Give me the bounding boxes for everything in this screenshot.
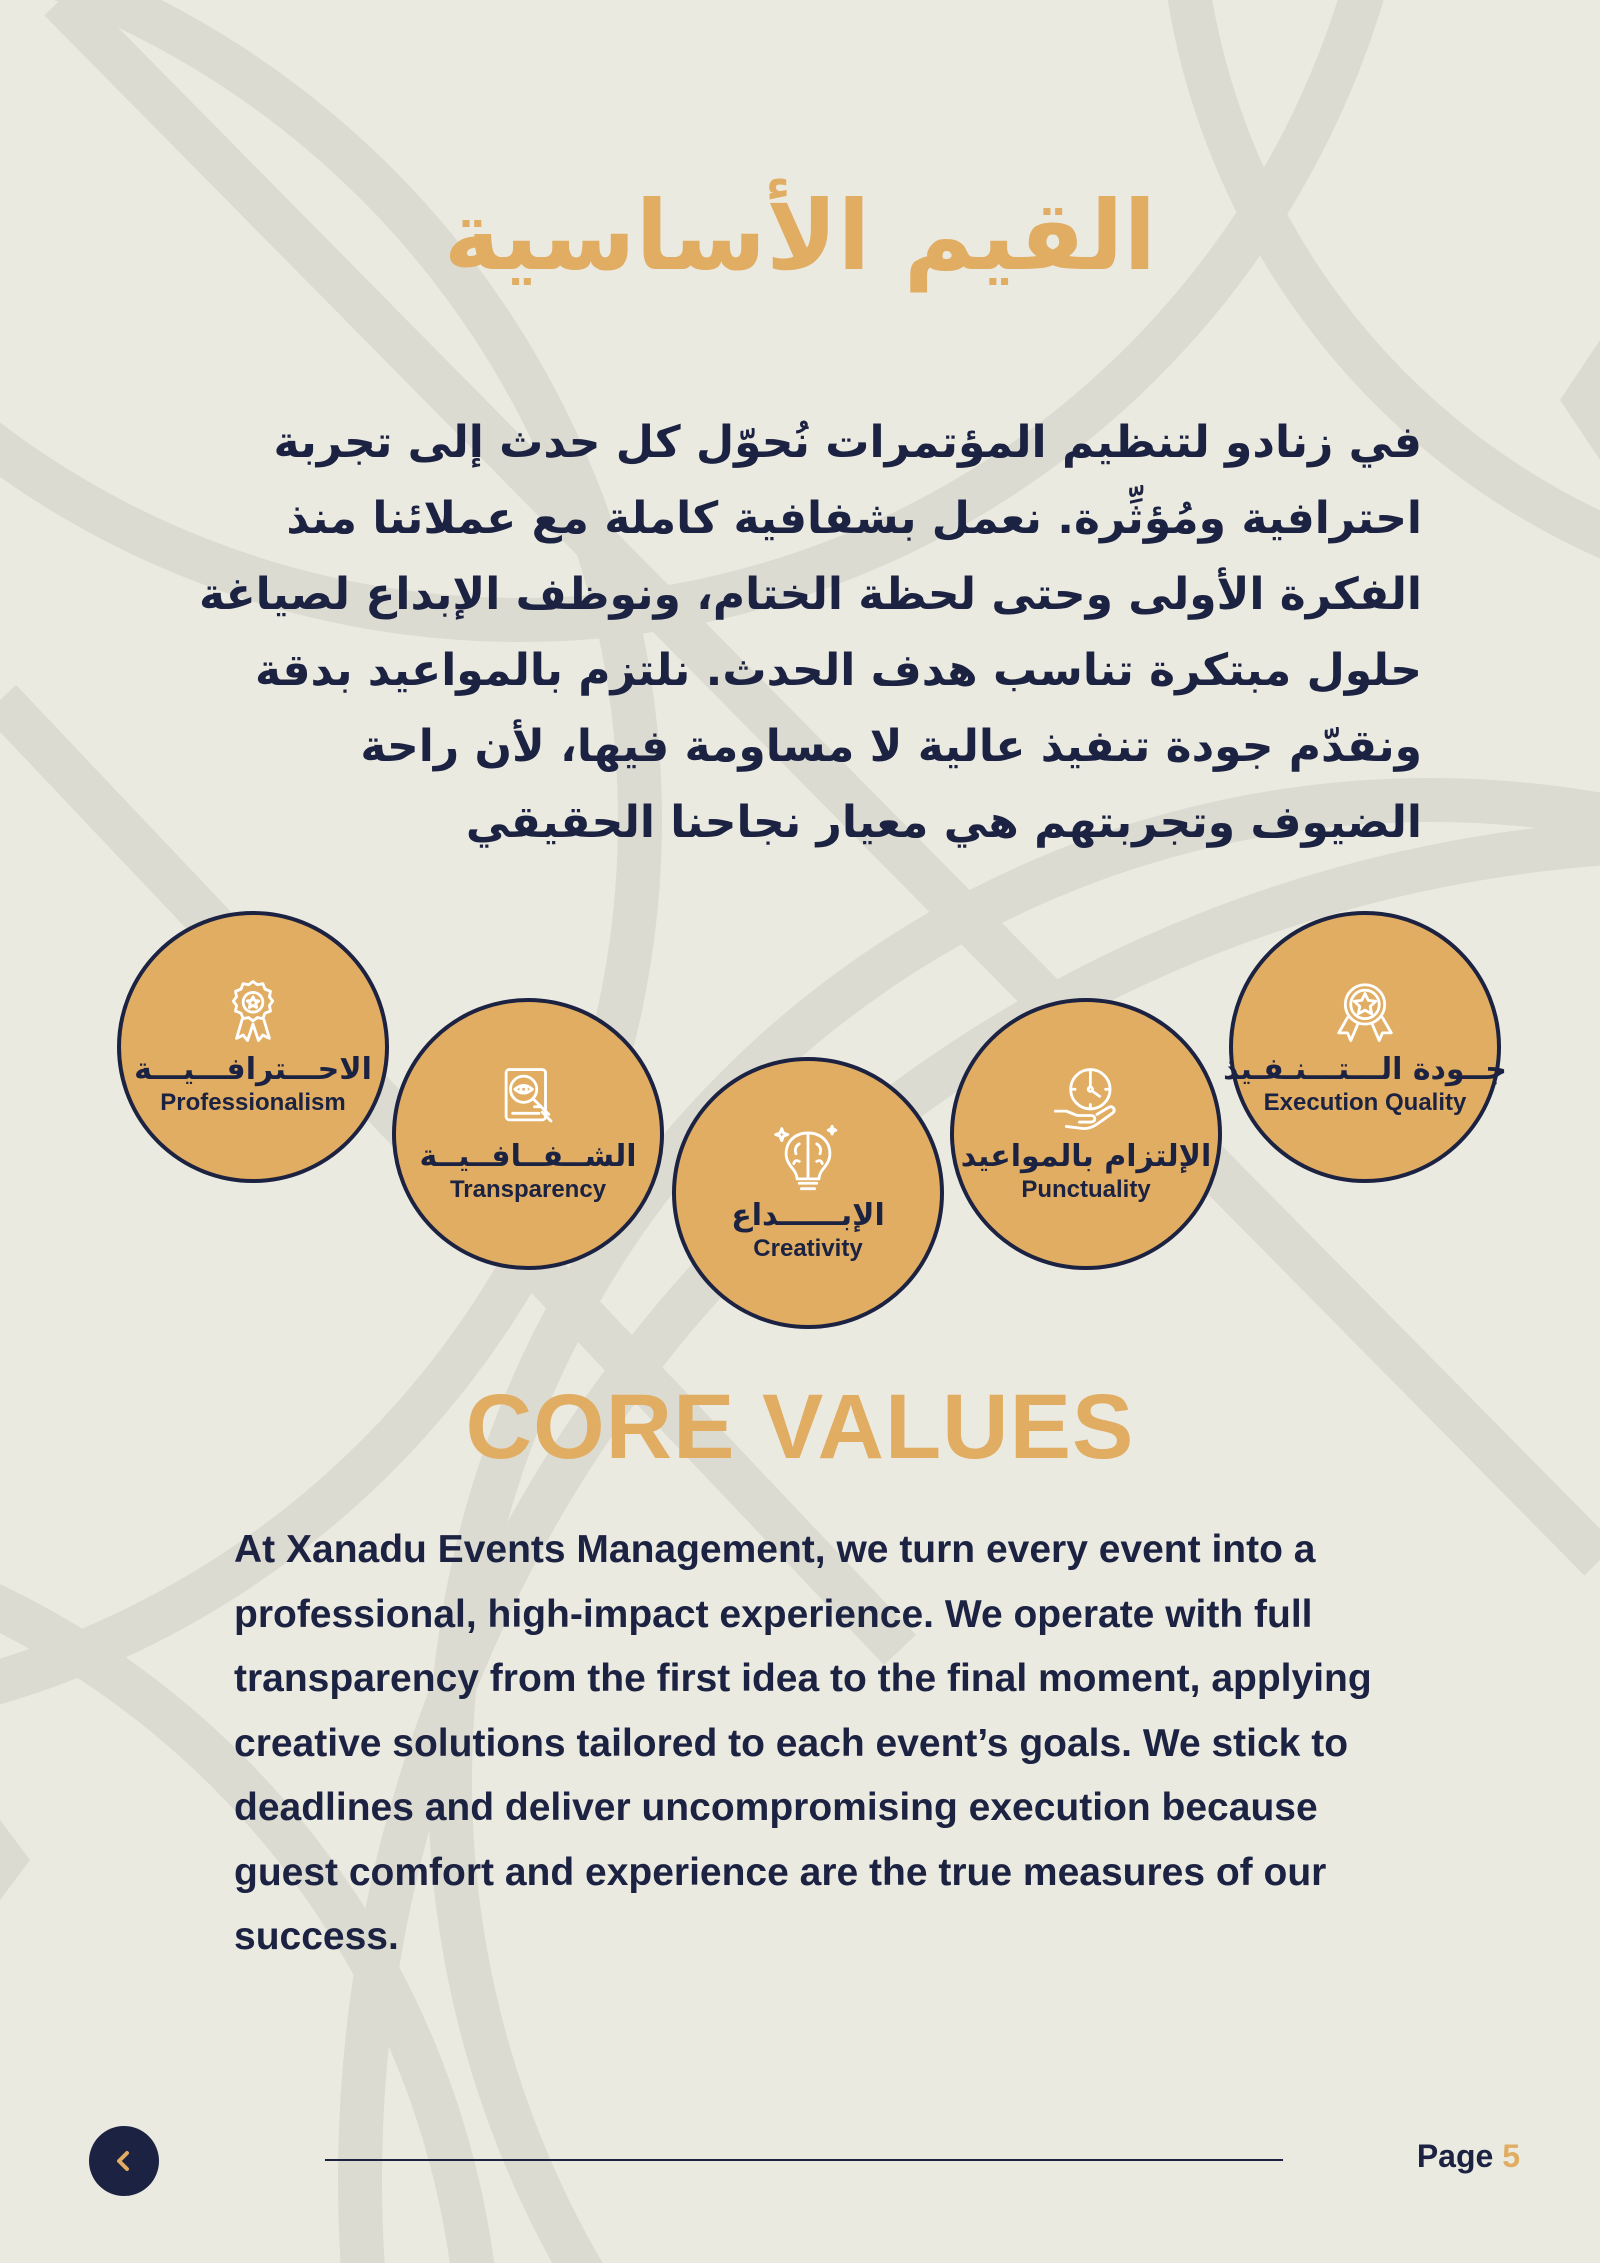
value-label-en: Punctuality bbox=[1021, 1176, 1151, 1203]
page-label: Page bbox=[1416, 2138, 1494, 2174]
value-circle-professionalism bbox=[117, 911, 389, 1183]
value-circle-punctuality bbox=[950, 998, 1222, 1270]
document-magnifier-icon bbox=[493, 1063, 563, 1133]
award-ribbon-icon bbox=[218, 976, 288, 1046]
value-label-ar: الشــفــافــيــة bbox=[419, 1139, 637, 1174]
value-label-en: Professionalism bbox=[160, 1089, 346, 1116]
value-label-en: Creativity bbox=[753, 1235, 863, 1262]
back-button[interactable] bbox=[89, 2126, 159, 2196]
english-description: At Xanadu Events Management, we turn every event into a professional, high-impact experience. We operate with full transparency from the first idea to the final moment, applying creative solutions tailored to each event’s goals. We stick to deadlines and deliver uncompromising execution because guest comfort and experience are the true measures of our success. bbox=[234, 1528, 1372, 1958]
value-label-en: Execution Quality bbox=[1263, 1089, 1467, 1116]
value-label-ar: الإبــــــداع bbox=[731, 1198, 885, 1233]
value-label-ar: الاحـــترافـــيـــة bbox=[134, 1052, 372, 1087]
arabic-title: القيم الأساسية bbox=[443, 180, 1157, 292]
brain-bulb-icon bbox=[773, 1122, 843, 1192]
english-title: CORE VALUES bbox=[465, 1376, 1135, 1478]
value-label-en: Transparency bbox=[449, 1176, 607, 1203]
value-circle-execution-quality bbox=[1223, 911, 1507, 1183]
value-circle-transparency bbox=[392, 998, 664, 1270]
chevron-left-icon bbox=[111, 2148, 137, 2174]
arabic-description: في زنادو لتنظيم المؤتمرات نُحوّل كل حدث إلى تجربة احترافية ومُؤثِّرة. نعمل بشفافية كاملة مع عملائنا منذ الفكرة الأولى وحتى لحظة الختام، ونوظف الإبداع لصياغة حلول مبتكرة تناسب هدف الحدث. نلتزم بالمواعيد بدقة ونقدّم جودة تنفيذ عالية لا مساومة فيها، لأن راحة الضيوف وتجربتهم هي معيار نجاحنا الحقيقي bbox=[198, 417, 1422, 848]
value-label-ar: الإلتزام بالمواعيد bbox=[960, 1139, 1212, 1174]
footer-divider bbox=[325, 2159, 1283, 2161]
page-number: 5 bbox=[1502, 2138, 1520, 2174]
clock-hand-icon bbox=[1051, 1063, 1121, 1133]
value-circle-creativity bbox=[672, 1057, 944, 1329]
page-indicator bbox=[1417, 2138, 1520, 2175]
star-medal-icon bbox=[1330, 976, 1400, 1046]
value-label-ar: جــودة الـــتـــنـفـيذ bbox=[1223, 1052, 1507, 1087]
